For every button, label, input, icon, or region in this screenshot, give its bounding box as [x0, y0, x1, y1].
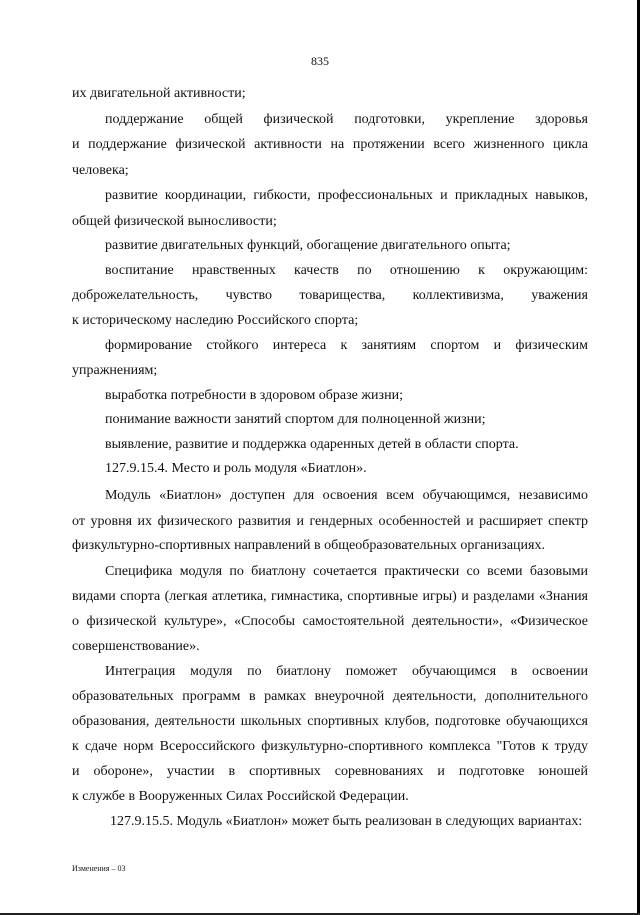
text-line: о физической культуре», «Способы самостоятельной деятельности», «Физическое: [72, 614, 588, 629]
text-line: к историческому наследию Российского спорта;: [72, 313, 359, 328]
text-line: выявление, развитие и поддержка одаренных детей в области спорта.: [105, 437, 519, 452]
page-footer: Изменения – 03: [72, 864, 126, 873]
text-line: образовательных программ в рамках внеурочной деятельности, дополнительного: [72, 689, 588, 704]
text-line: выработка потребности в здоровом образе жизни;: [105, 388, 403, 403]
text-line: физкультурно-спортивных направлений в общеобразовательных организациях.: [72, 538, 545, 553]
text-line: развитие координации, гибкости, профессиональных и прикладных навыков,: [105, 188, 588, 203]
text-line: воспитание нравственных качеств по отношению к окружающим:: [105, 263, 588, 278]
text-line: человека;: [72, 163, 129, 178]
text-line: от уровня их физического развития и гендерных особенностей и расширяет спектр: [72, 514, 588, 529]
text-line: Специфика модуля по биатлону сочетается практически со всеми базовыми: [105, 564, 588, 579]
text-line: и поддержание физической активности на протяжении всего жизненного цикла: [72, 137, 588, 152]
text-line: упражнениям;: [72, 363, 158, 378]
text-line: образования, деятельности школьных спортивных клубов, подготовке обучающихся: [72, 714, 588, 729]
text-line: Интеграция модуля по биатлону поможет обучающимся в освоении: [105, 664, 588, 679]
text-line: понимание важности занятий спортом для полноценной жизни;: [105, 412, 486, 427]
text-line: к службе в Вооруженных Силах Российской Федерации.: [72, 789, 409, 804]
text-line: общей физической выносливости;: [72, 214, 277, 229]
text-line: формирование стойкого интереса к занятиям спортом и физическим: [105, 338, 588, 353]
text-line: Модуль «Биатлон» доступен для освоения всем обучающимся, независимо: [105, 488, 588, 503]
text-line: к сдаче норм Всероссийского физкультурно-спортивного комплекса "Готов к труду: [72, 739, 588, 754]
page-number: 835: [311, 54, 329, 68]
text-line: доброжелательность, чувство товарищества, коллективизма, уважения: [72, 288, 588, 303]
text-line: и обороне», участии в спортивных соревнованиях и подготовке юношей: [72, 764, 588, 779]
text-line: совершенствование».: [72, 639, 200, 654]
text-line: видами спорта (легкая атлетика, гимнастика, спортивные игры) и разделами «Знания: [72, 589, 588, 604]
section-heading: 127.9.15.4. Место и роль модуля «Биатлон».: [105, 461, 367, 476]
text-line: развитие двигательных функций, обогащение двигательного опыта;: [105, 238, 511, 253]
section-heading: 127.9.15.5. Модуль «Биатлон» может быть реализован в следующих вариантах:: [110, 814, 583, 829]
text-line: поддержание общей физической подготовки, укрепление здоровья: [105, 112, 588, 127]
text-line: их двигательной активности;: [72, 86, 246, 101]
